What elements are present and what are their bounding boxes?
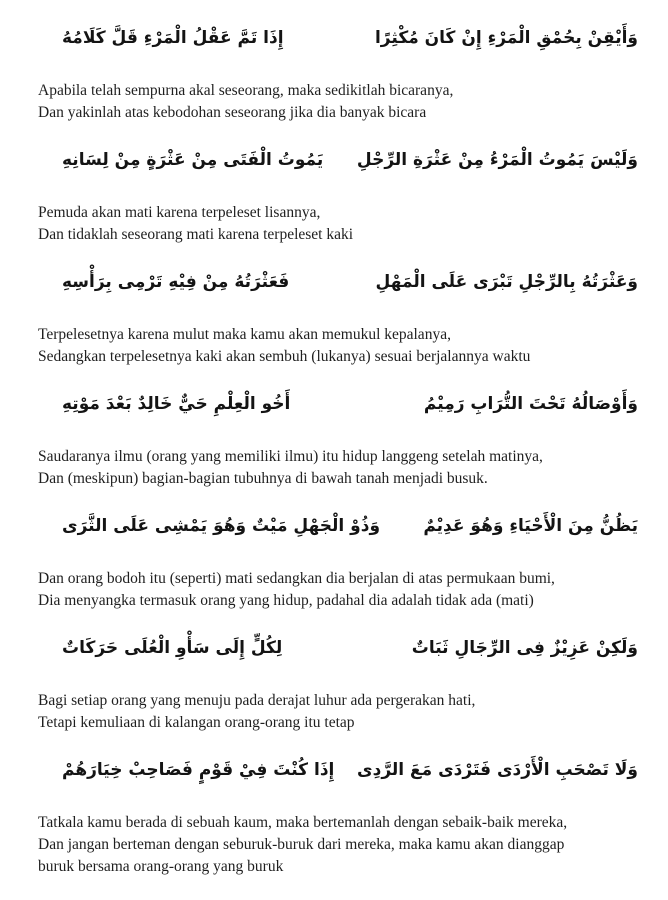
arabic-hemistich-left: وَأَيْقِنْ بِحُمْقِ الْمَرْءِ إِنْ كَانَ مُكْثِرًا bbox=[374, 28, 638, 48]
arabic-hemistich-left: وَلَيْسَ يَمُوتُ الْمَرْءُ مِنْ عَثْرَةِ الرِّجْلِ bbox=[356, 150, 638, 170]
translation-text bbox=[38, 80, 668, 124]
translation-line: Tatkala kamu berada di sebuah kaum, maka bertemanlah dengan sebaik-baik mereka, bbox=[38, 814, 568, 831]
couplet-3 bbox=[0, 260, 668, 368]
arabic-verse bbox=[0, 748, 668, 792]
couplet-5 bbox=[0, 504, 668, 612]
couplet-2 bbox=[0, 138, 668, 246]
translation-line: Dan jangan berteman dengan seburuk-buruk dari mereka, maka kamu akan dianggap bbox=[38, 836, 565, 853]
arabic-verse bbox=[0, 382, 668, 426]
translation-line: Terpelesetnya karena mulut maka kamu akan memukul kepalanya, bbox=[38, 326, 451, 343]
arabic-hemistich-right: يَمُوتُ الْفَتَى مِنْ عَثْرَةٍ مِنْ لِسَانِهِ bbox=[62, 150, 324, 170]
translation-text bbox=[38, 690, 668, 734]
arabic-verse bbox=[0, 138, 668, 182]
couplet-4 bbox=[0, 382, 668, 490]
translation-line: Dan orang bodoh itu (seperti) mati sedangkan dia berjalan di atas permukaan bumi, bbox=[38, 570, 555, 587]
translation-line: Sedangkan terpelesetnya kaki akan sembuh (lukanya) sesuai berjalannya waktu bbox=[38, 348, 531, 365]
translation-line: Dia menyangka termasuk orang yang hidup, padahal dia adalah tidak ada (mati) bbox=[38, 592, 534, 609]
arabic-verse bbox=[0, 16, 668, 60]
couplet-1 bbox=[0, 16, 668, 124]
translation-line: Dan tidaklah seseorang mati karena terpeleset kaki bbox=[38, 226, 354, 243]
arabic-hemistich-right: لِكُلٍّ إِلَى سَأْوِ الْعُلَى حَرَكَاتٌ bbox=[62, 638, 283, 658]
arabic-hemistich-right: إِذَا كُنْتَ فِيْ قَوْمٍ فَصَاحِبْ خِيَارَهُمْ bbox=[62, 760, 335, 780]
arabic-hemistich-left: يَظُنُّ مِنَ الْأَحْيَاءِ وَهُوَ عَدِيْمٌ bbox=[423, 516, 638, 536]
translation-text bbox=[38, 324, 668, 368]
translation-line: Apabila telah sempurna akal seseorang, maka sedikitlah bicaranya, bbox=[38, 82, 454, 99]
translation-line: Tetapi kemuliaan di kalangan orang-orang itu tetap bbox=[38, 714, 355, 731]
translation-text bbox=[38, 812, 668, 878]
translation-text bbox=[38, 446, 668, 490]
translation-line: Dan yakinlah atas kebodohan seseorang jika dia banyak bicara bbox=[38, 104, 427, 121]
translation-text bbox=[38, 202, 668, 246]
couplet-7 bbox=[0, 748, 668, 878]
translation-line: Bagi setiap orang yang menuju pada derajat luhur ada pergerakan hati, bbox=[38, 692, 476, 709]
arabic-hemistich-left: وَعَثْرَتُهُ بِالرِّجْلِ تَبْرَى عَلَى الْمَهْلِ bbox=[375, 272, 638, 292]
arabic-hemistich-right: إِذَا تَمَّ عَقْلُ الْمَرْءِ قَلَّ كَلَامُهُ bbox=[62, 28, 284, 48]
arabic-hemistich-right: وَذُوْ الْجَهْلِ مَيْتٌ وَهُوَ يَمْشِى عَلَى الثَّرَى bbox=[62, 516, 381, 536]
arabic-hemistich-left: وَلَكِنْ عَزِيْزٌ فِى الرِّجَالِ ثَبَاتٌ bbox=[411, 638, 638, 658]
translation-line: Pemuda akan mati karena terpeleset lisannya, bbox=[38, 204, 321, 221]
arabic-verse bbox=[0, 260, 668, 304]
translation-line: Saudaranya ilmu (orang yang memiliki ilmu) itu hidup langgeng setelah matinya, bbox=[38, 448, 543, 465]
translation-line: Dan (meskipun) bagian-bagian tubuhnya di bawah tanah menjadi busuk. bbox=[38, 470, 488, 487]
translation-text bbox=[38, 568, 668, 612]
arabic-verse bbox=[0, 504, 668, 548]
translation-line: buruk bersama orang-orang yang buruk bbox=[38, 858, 284, 875]
arabic-hemistich-right: فَعَثْرَتُهُ مِنْ فِيْهِ تَرْمِى بِرَأْسِهِ bbox=[62, 272, 290, 292]
arabic-hemistich-left: وَلَا تَصْحَبِ الْأَرْدَى فَتَرْدَى مَعَ الرَّدِى bbox=[357, 760, 638, 780]
arabic-hemistich-right: أَخُو الْعِلْمِ حَيٌّ خَالِدٌ بَعْدَ مَوْتِهِ bbox=[62, 394, 291, 414]
arabic-hemistich-left: وَأَوْصَالُهُ تَحْتَ التُّرَابِ رَمِيْمُ bbox=[423, 394, 638, 414]
arabic-verse bbox=[0, 626, 668, 670]
couplet-6 bbox=[0, 626, 668, 734]
